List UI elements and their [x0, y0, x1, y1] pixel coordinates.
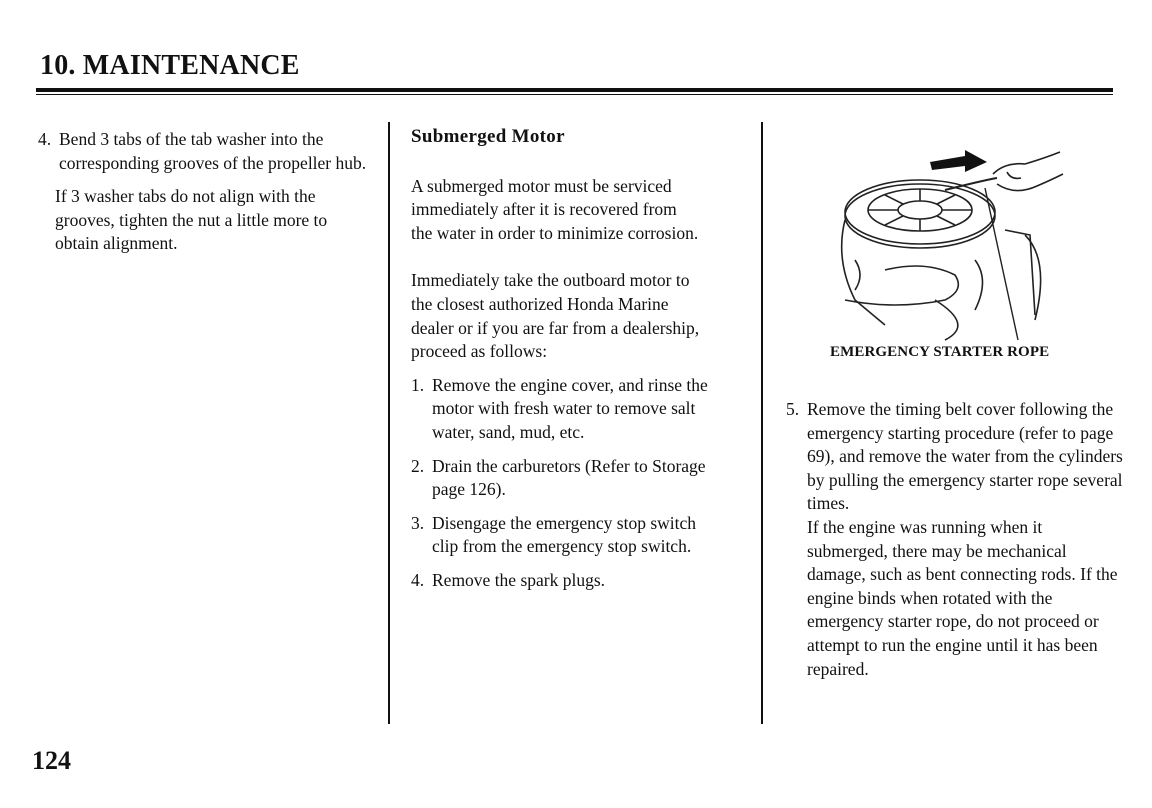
submerged-step-2 [411, 455, 726, 502]
step-text: Disengage the emergency stop switch clip from the emergency stop switch. [432, 512, 697, 557]
note-text: If 3 washer tabs do not align with the grooves, tighten the nut a little more to obtain alignment. [55, 186, 328, 254]
header-rule-thin [36, 94, 1113, 95]
step-number: 5. [786, 399, 800, 419]
step-4-propeller [38, 128, 368, 175]
header-rule-thick [36, 88, 1113, 92]
column-divider-right [761, 122, 763, 724]
column-divider-left [388, 122, 390, 724]
warning-text: If the engine was running when it submerged, there may be mechanical damage, such as bent connecting rods. If the engine binds when rotated with the emergency starter rope, do not proceed or attempt to run the engine until it has been repaired. [807, 516, 1118, 679]
mechanical-damage-warning [786, 516, 1126, 681]
step-text: Drain the carburetors (Refer to Storage page 126). [432, 455, 706, 500]
middle-column [411, 125, 726, 593]
submerged-intro: A submerged motor must be serviced immediately after it is recovered from the water in order to minimize corrosion. [411, 175, 699, 243]
emergency-starter-rope-illustration [825, 150, 1075, 345]
step-5-remove-water [786, 398, 1126, 516]
step-number: 4. [38, 129, 52, 149]
section-title: 10. MAINTENANCE [40, 50, 300, 81]
step-number: 3. [411, 512, 425, 533]
alignment-note [38, 185, 368, 256]
right-column [786, 398, 1126, 681]
submerged-motor-heading: Submerged Motor [411, 126, 565, 147]
page-number: 124 [32, 746, 71, 775]
step-number: 1. [411, 374, 425, 395]
submerged-instruction: Immediately take the outboard motor to the closest authorized Honda Marine dealer or if you are far from a dealership, proceed as follows: [411, 270, 700, 362]
step-text: Remove the engine cover, and rinse the motor with fresh water to remove salt water, sand, mud, etc. [432, 374, 708, 442]
submerged-step-1 [411, 374, 726, 445]
step-number: 2. [411, 455, 425, 476]
step-text: Remove the spark plugs. [432, 569, 606, 590]
left-column [38, 128, 368, 256]
submerged-step-3 [411, 512, 726, 559]
step-text: Remove the timing belt cover following the emergency starting procedure (refer to page 69), and remove the water from the cylinders by pulling the emergency starter rope several times. [807, 399, 1123, 514]
step-number: 4. [411, 569, 425, 590]
figure-caption: EMERGENCY STARTER ROPE [830, 344, 1050, 360]
step-text: Bend 3 tabs of the tab washer into the corresponding grooves of the propeller hub. [59, 129, 367, 173]
submerged-step-4 [411, 569, 726, 593]
